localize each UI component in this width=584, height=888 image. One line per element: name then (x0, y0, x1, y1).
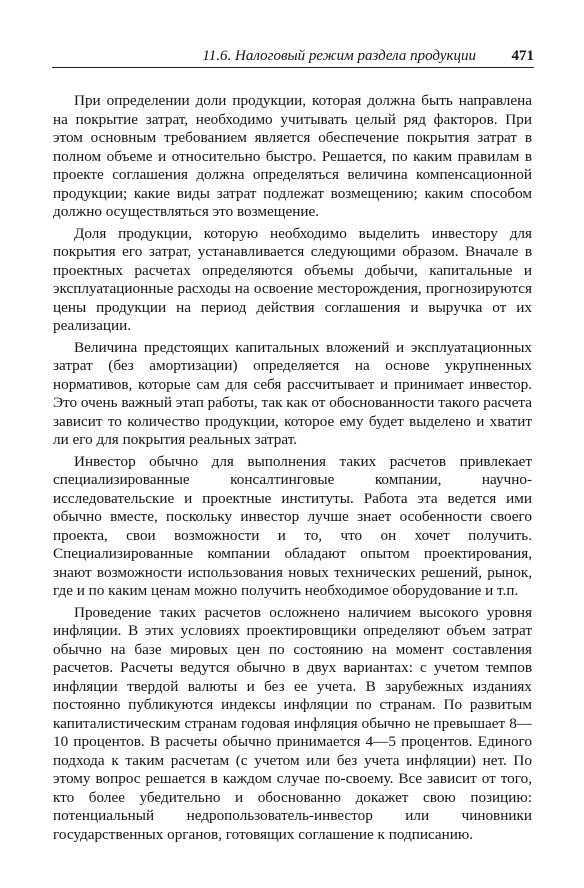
paragraph: Проведение таких расчетов осложнено наличием высокого уровня инфляции. В этих условиях проектировщики определяют объем затрат обычно на базе мировых цен по состоянию на момент составления расчетов. Расчеты ведутся обычно в двух вариантах: с учетом темпов инфляции твердой валюты и без ее учета. В зарубежных изданиях постоянно публикуются индексы инфляции по странам. По развитым капиталистическим странам годовая инфляция обычно не превышает 8—10 процентов. В расчеты обычно принимается 4—5 процентов. Единого подхода к таким расчетам (с учетом или без учета инфляции) нет. По этому вопрос решается в каждом случае по-своему. Все зависит от того, кто более убедительно и обоснованно докажет свою позицию: потенциальный недропользователь-инвестор или чиновники государственных органов, готовящих соглашение к подписанию. (53, 603, 532, 843)
header-rule (52, 67, 534, 68)
running-header (52, 46, 534, 68)
page-number: 471 (511, 48, 534, 64)
paragraph: Доля продукции, которую необходимо выделить инвестору для покрытия его затрат, устанавливается следующими образом. Вначале в проектных расчетах определяются объемы добычи, капитальные и эксплуатационные расходы на освоение месторождения, прогнозируются цены продукции на период действия соглашения и выручка от их реализации. (53, 224, 532, 334)
section-title: 11.6. Налоговый режим раздела продукции (202, 48, 476, 64)
paragraph: Инвестор обычно для выполнения таких расчетов привлекает специализированные консалтинговые компании, научно-исследовательские и проектные институты. Работа эта ведется ими обычно вместе, поскольку инвестор лучше знает особенности своего проекта, свои возможности и то, что он хочет получить. Специализированные компании обладают опытом проектирования, знают возможности использования новых технических решений, рынок, где и по каким ценам можно получить необходимое оборудование и т.п. (53, 452, 532, 599)
paragraph: При определении доли продукции, которая должна быть направлена на покрытие затрат, необходимо учитывать целый ряд факторов. При этом основным требованием является обеспечение покрытия затрат в полном объеме и относительно быстро. Решается, по каким правилам в проекте соглашения должна определяться величина компенсационной продукции; какие виды затрат подлежат возмещению; каким способом должно осуществляться это возмещение. (53, 92, 532, 220)
paragraph: Величина предстоящих капитальных вложений и эксплуатационных затрат (без амортизации) определяется на основе укрупненных нормативов, которые сам для себя рассчитывает и принимает инвестор. Это очень важный этап работы, так как от обоснованности такого расчета зависит то количество продукции, которое ему будет выделено и хватит ли его для покрытия реальных затрат. (53, 338, 532, 448)
body-text (53, 92, 532, 847)
